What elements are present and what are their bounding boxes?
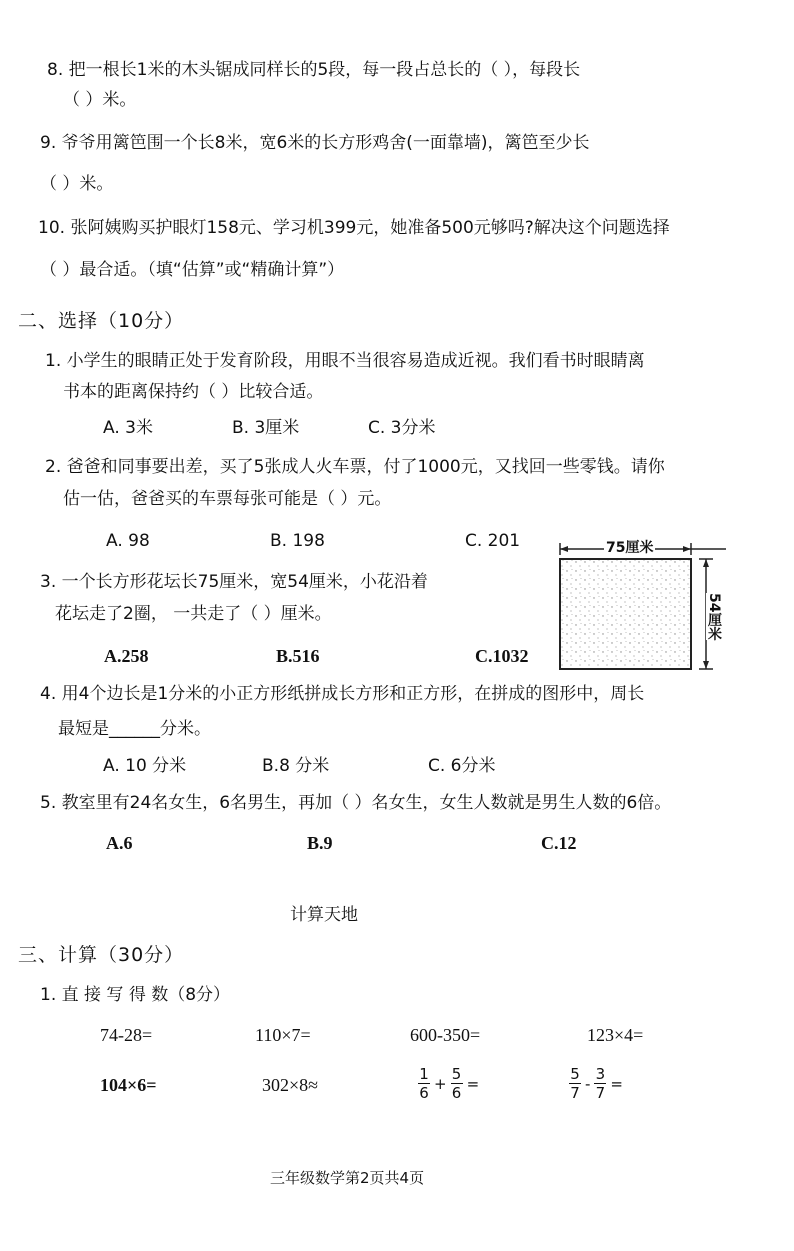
s2-q3-option-a: A.258 bbox=[104, 646, 149, 666]
s2-q5-option-c: C.12 bbox=[541, 833, 577, 853]
figure-width-label: 54厘米 bbox=[706, 593, 722, 641]
s2-q2-option-a: A. 98 bbox=[106, 531, 150, 551]
calc-r2-c2: 302×8≈ bbox=[262, 1075, 319, 1095]
frac2-a-num: 5 bbox=[570, 1065, 580, 1083]
frac2-a-den: 7 bbox=[570, 1084, 580, 1102]
s2-q1-line2: 书本的距离保持约（ ）比较合适。 bbox=[63, 382, 324, 402]
s2-q3-option-b: B.516 bbox=[276, 646, 320, 666]
calc-r2-c1: 104×6= bbox=[100, 1075, 157, 1095]
calc-r1-c1: 74-28= bbox=[100, 1025, 153, 1045]
s2-q1-option-b: B. 3厘米 bbox=[232, 418, 300, 438]
section2-heading: 二、选择（10分） bbox=[18, 310, 185, 332]
s2-q1-option-c: C. 3分米 bbox=[368, 418, 436, 438]
s2-q4-line1: 4. 用4个边长是1分米的小正方形纸拼成长方形和正方形，在拼成的图形中，周长 bbox=[40, 684, 645, 704]
page-footer: 三年级数学第2页共4页 bbox=[270, 1169, 425, 1187]
frac1-eq: = bbox=[466, 1074, 480, 1093]
q10-line2: （ ）最合适。（填“估算”或“精确计算”） bbox=[40, 260, 345, 280]
frac2-eq: = bbox=[610, 1074, 623, 1093]
frac1-a-den: 6 bbox=[419, 1084, 429, 1102]
figure-length-label: 75厘米 bbox=[606, 540, 654, 556]
s3-sub1: 1. 直 接 写 得 数（8分） bbox=[40, 985, 231, 1005]
s2-q3-line2: 花坛走了2圈， 一共走了（ ）厘米。 bbox=[55, 604, 332, 624]
calc-r1-c3: 600-350= bbox=[410, 1025, 481, 1045]
frac1-a-num: 1 bbox=[419, 1065, 429, 1083]
s2-q5-option-a: A.6 bbox=[106, 833, 133, 853]
s2-q5-line1: 5. 教室里有24名女生，6名男生，再加（ ）名女生，女生人数就是男生人数的6倍。 bbox=[40, 793, 672, 813]
s2-q2-line1: 2. 爸爸和同事要出差，买了5张成人火车票，付了1000元，又找回一些零钱。请你 bbox=[45, 457, 665, 477]
s2-q1-line1: 1. 小学生的眼睛正处于发育阶段，用眼不当很容易造成近视。我们看书时眼睛离 bbox=[45, 351, 645, 371]
frac2-op: - bbox=[585, 1074, 591, 1093]
calc-r1-c4: 123×4= bbox=[587, 1025, 644, 1045]
s2-q4-option-c: C. 6分米 bbox=[428, 756, 496, 776]
q8-line1: 8. 把一根长1米的木头锯成同样长的5段，每一段占总长的（ ），每段长 bbox=[47, 60, 581, 80]
s2-q2-option-b: B. 198 bbox=[270, 531, 325, 551]
calc-r2-c4-fraction-diff bbox=[569, 1066, 627, 1101]
s2-q4-option-b: B.8 分米 bbox=[262, 756, 330, 776]
s2-q1-option-a: A. 3米 bbox=[103, 418, 153, 438]
frac1-op: + bbox=[434, 1074, 447, 1093]
s2-q2-line2: 估一估，爸爸买的车票每张可能是（ ）元。 bbox=[63, 489, 392, 509]
s2-q3-line1: 3. 一个长方形花坛长75厘米，宽54厘米，小花沿着 bbox=[40, 572, 428, 592]
s2-q2-option-c: C. 201 bbox=[465, 531, 521, 551]
q9-line1: 9. 爷爷用篱笆围一个长8米，宽6米的长方形鸡舍(一面靠墙)，篱笆至少长 bbox=[40, 133, 590, 153]
s2-q5-option-b: B.9 bbox=[307, 833, 333, 853]
frac2-b-num: 3 bbox=[595, 1065, 606, 1083]
frac1-b-den: 6 bbox=[451, 1084, 462, 1102]
q8-line2: （ ）米。 bbox=[63, 90, 137, 110]
subtitle: 计算天地 bbox=[290, 905, 358, 925]
q10-line1: 10. 张阿姨购买护眼灯158元、学习机399元，她准备500元够吗?解决这个问题选择 bbox=[38, 218, 670, 238]
s2-q3-option-c: C.1032 bbox=[475, 646, 529, 666]
calc-r2-c3-fraction-sum bbox=[418, 1066, 483, 1101]
frac1-b-num: 5 bbox=[451, 1065, 462, 1083]
calc-r1-c2: 110×7= bbox=[255, 1025, 311, 1045]
section3-heading: 三、计算（30分） bbox=[18, 944, 185, 966]
frac2-b-den: 7 bbox=[595, 1084, 606, 1102]
s2-q4-line2: 最短是______分米。 bbox=[58, 719, 211, 739]
s2-q4-option-a: A. 10 分米 bbox=[103, 756, 187, 776]
q9-line2: （ ）米。 bbox=[40, 174, 114, 194]
flowerbed-figure bbox=[556, 541, 788, 673]
